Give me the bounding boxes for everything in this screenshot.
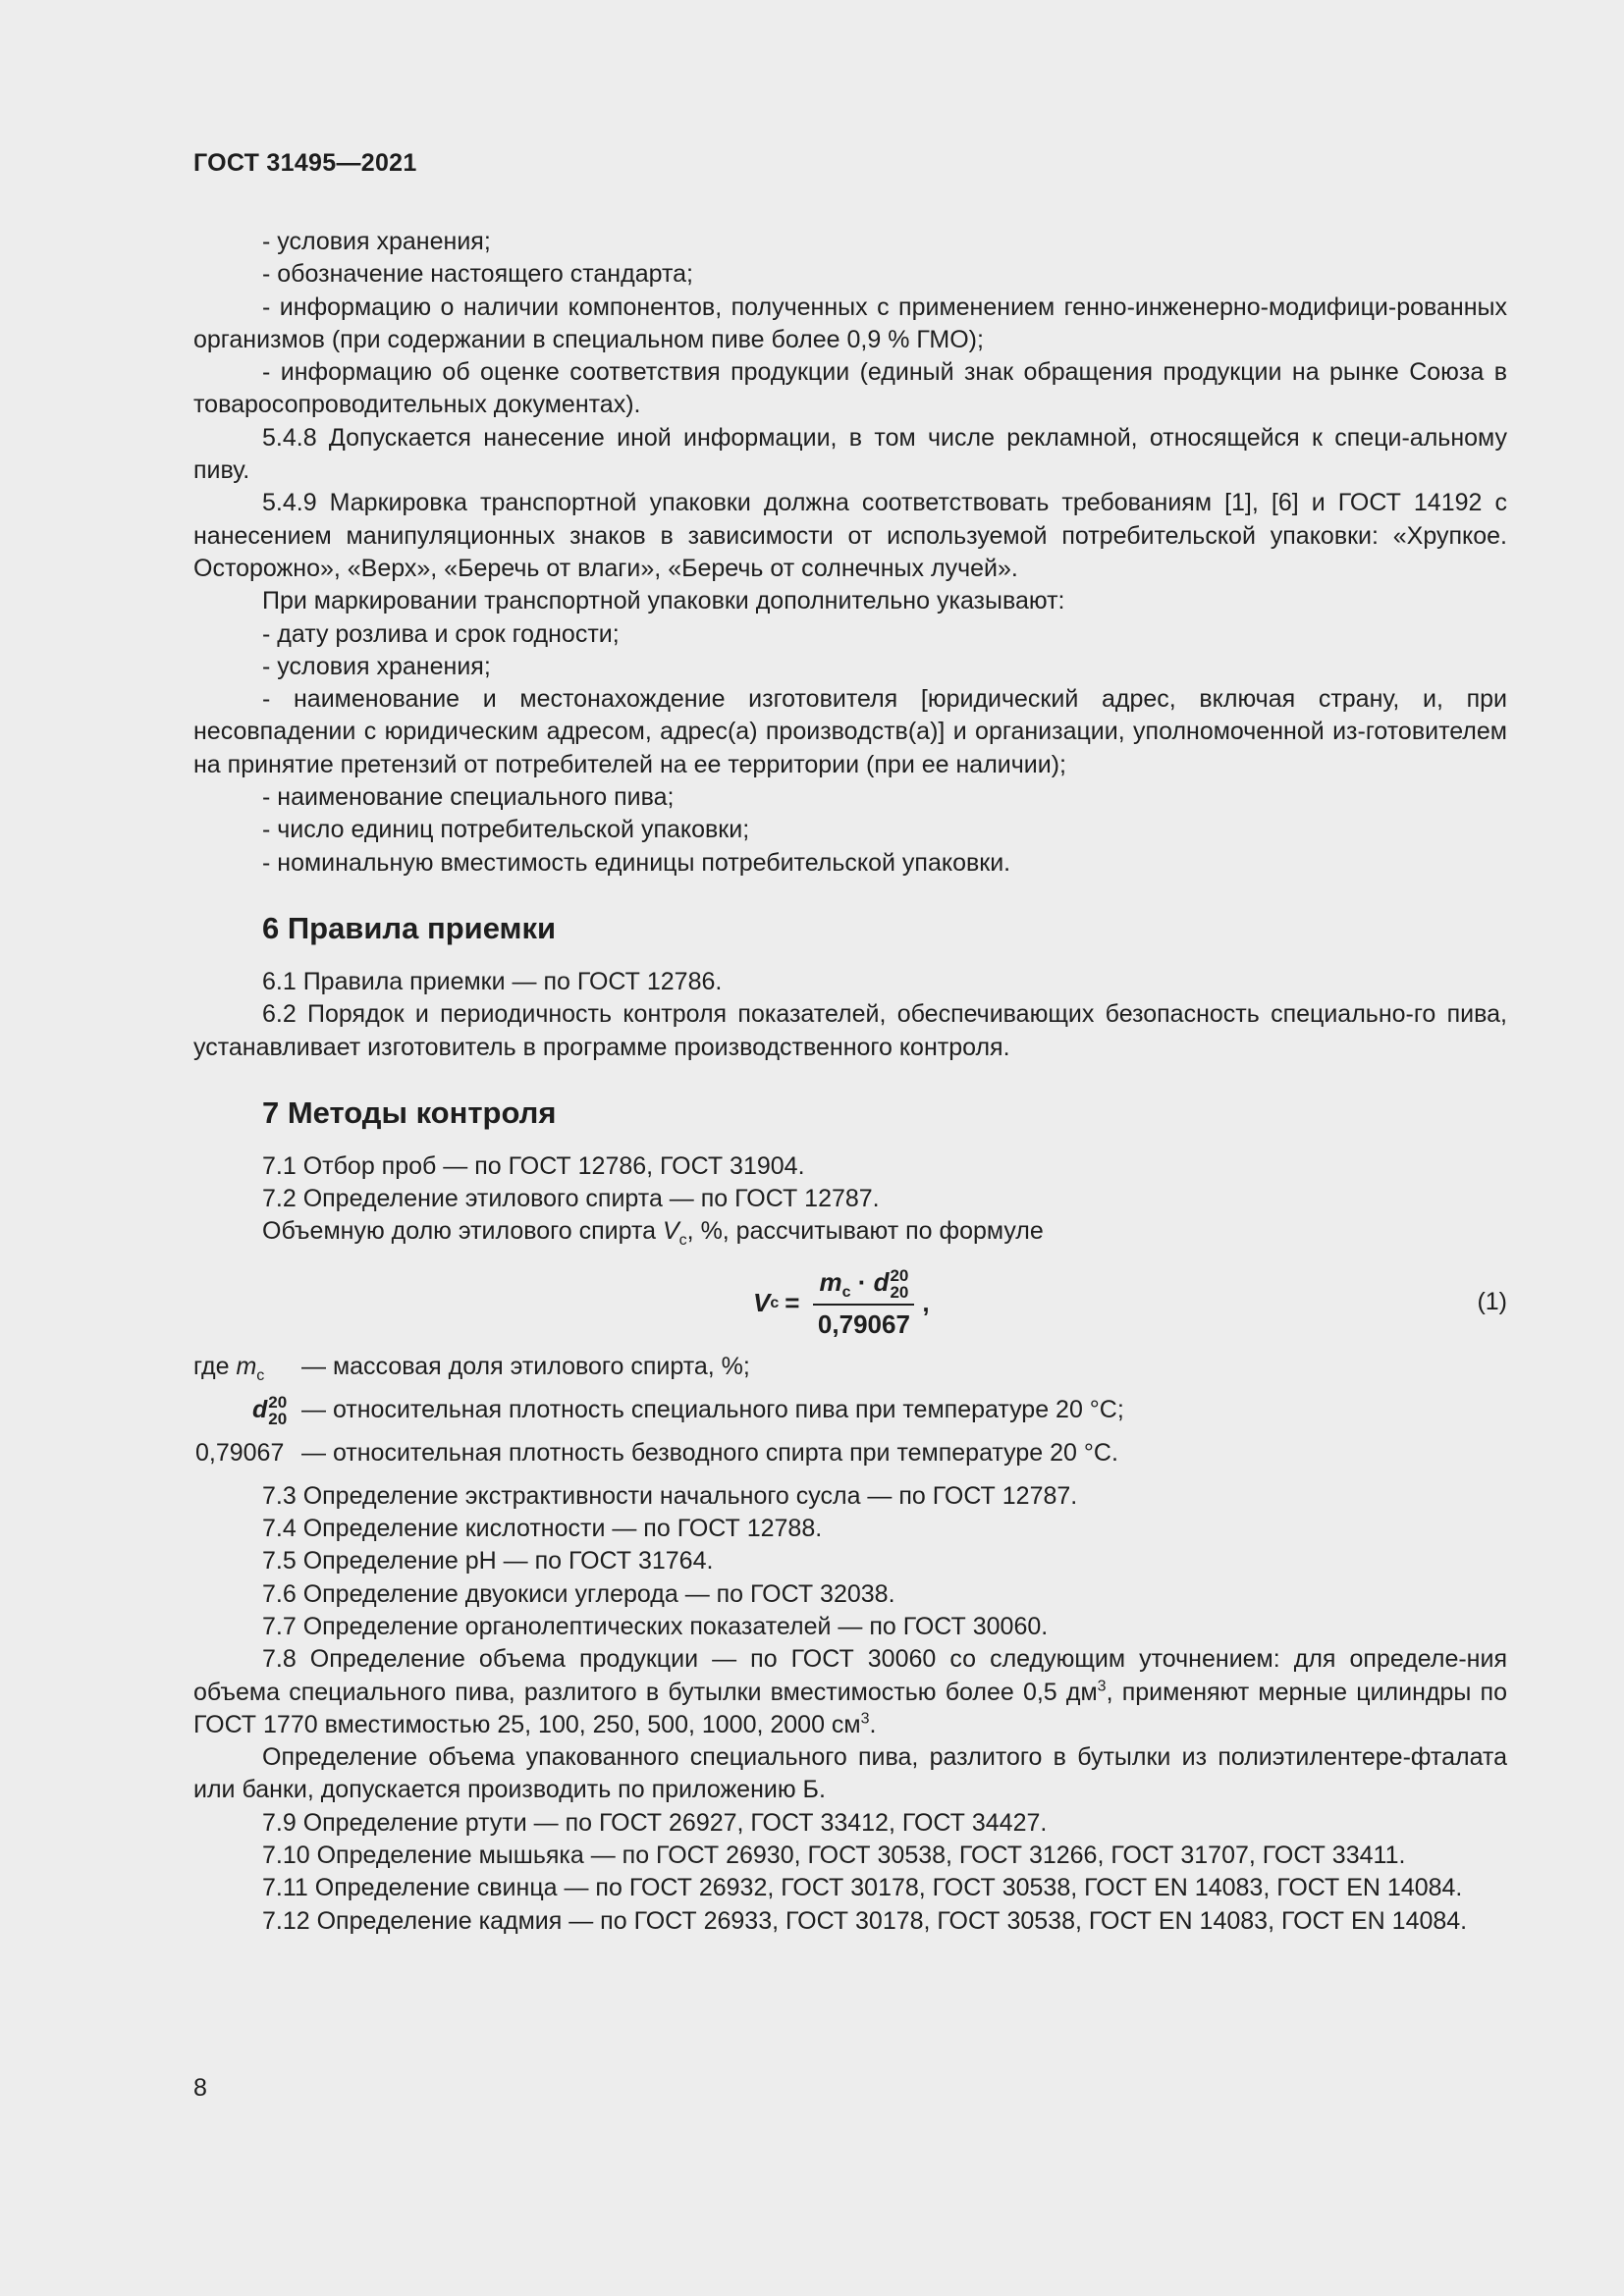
- formula-fraction: [813, 1266, 914, 1341]
- paragraph: - условия хранения;: [262, 228, 491, 255]
- document-body: [193, 226, 1507, 1938]
- paragraph: 7.7 Определение органолептических показателей — по ГОСТ 30060.: [262, 1612, 1049, 1640]
- formula-denominator: 0,79067: [817, 1308, 910, 1339]
- paragraph: 5.4.8 Допускается нанесение иной информации, в том числе рекламной, относящейся к специ-альному пиву.: [193, 423, 1507, 485]
- formula-block: [193, 1260, 1507, 1347]
- p78-text-c: .: [869, 1710, 877, 1738]
- paragraph: - информацию о наличии компонентов, полученных с применением генно-инженерно-модифици-рованных организмов (при содержании в специальном пиве более 0,9 % ГМО);: [193, 293, 1507, 353]
- formula-num-sup2: 20: [890, 1265, 909, 1285]
- where-term: [252, 1394, 287, 1427]
- formula-num-dot: ·: [850, 1266, 874, 1297]
- paragraph: - дату розлива и срок годности;: [262, 619, 620, 648]
- paragraph: 6.1 Правила приемки — по ГОСТ 12786.: [262, 967, 723, 995]
- paragraph: - наименование специального пива;: [262, 783, 675, 812]
- formula-num-var2: d: [873, 1266, 890, 1297]
- paragraph-7-8: [193, 1643, 1507, 1741]
- paragraph: 5.4.9 Маркировка транспортной упаковки должна соответствовать требованиям [1], [6] и ГОСТ 14192 с нанесением манипуляционных знаков в зависимости от используемой потребительской упаковки: «Хрупкое. Осторожно», «Верх», «Беречь от влаги», «Беречь от солнечных лучей».: [193, 489, 1507, 582]
- where-sup: 20: [268, 1393, 288, 1413]
- paragraph: - условия хранения;: [262, 652, 491, 680]
- where-var: d: [252, 1395, 268, 1423]
- paragraph: 7.10 Определение мышьяка — по ГОСТ 26930, ГОСТ 30538, ГОСТ 31266, ГОСТ 31707, ГОСТ 33411.: [262, 1841, 1406, 1869]
- formula-number: (1): [1477, 1287, 1507, 1315]
- paragraph: 7.1 Отбор проб — по ГОСТ 12786, ГОСТ 31904.: [262, 1151, 805, 1180]
- formula-num-sub1: с: [841, 1283, 851, 1301]
- paragraph: 7.5 Определение pH — по ГОСТ 31764.: [262, 1547, 714, 1575]
- formula-intro-var: V: [662, 1217, 679, 1246]
- where-row: [193, 1351, 1507, 1394]
- where-var: m: [236, 1352, 257, 1380]
- where-supsub: [268, 1394, 287, 1427]
- formula-num-supsub: [890, 1267, 908, 1301]
- where-desc: — массовая доля этилового спирта, %;: [301, 1352, 750, 1380]
- formula: V с = $m_с \cdot d$ 20 20 0,79067 ,: [753, 1266, 930, 1341]
- formula-numerator: [813, 1266, 914, 1306]
- paragraph: 6.2 Порядок и периодичность контроля показателей, обеспечивающих безопасность специально-го пива, устанавливает изготовитель в программе производственного контроля.: [193, 1000, 1507, 1061]
- p78-text-a: 7.8 Определение объема продукции — по ГОСТ 30060 со следующим уточнением: для определе-ния объема специального пива, разлитого в бутылки вместимостью более 0,5 дм: [193, 1645, 1507, 1706]
- where-sub: с: [256, 1366, 265, 1384]
- p78-sup1: 3: [1097, 1678, 1107, 1695]
- document-header: ГОСТ 31495—2021: [193, 149, 417, 177]
- paragraph: 7.9 Определение ртути — по ГОСТ 26927, ГОСТ 33412, ГОСТ 34427.: [262, 1808, 1048, 1837]
- paragraph: При маркировании транспортной упаковки дополнительно указывают:: [262, 587, 1065, 615]
- where-term: 0,79067: [195, 1438, 285, 1467]
- section-heading-7: 7 Методы контроля: [262, 1095, 557, 1130]
- paragraph: - обозначение настоящего стандарта;: [262, 260, 693, 289]
- p78-text-b: , применяют мерные цилиндры по ГОСТ 1770 вместимостью 25, 100, 250, 500, 1000, 2000 см: [193, 1678, 1507, 1738]
- paragraph: 7.2 Определение этилового спирта — по ГОСТ 12787.: [262, 1185, 880, 1213]
- formula-intro-text-end: , %, рассчитывают по формуле: [686, 1217, 1044, 1246]
- where-prefix: где: [193, 1352, 237, 1380]
- paragraph: 7.3 Определение экстрактивности начального сусла — по ГОСТ 12787.: [262, 1481, 1078, 1510]
- page-number: 8: [193, 2074, 207, 2102]
- paragraph: 7.4 Определение кислотности — по ГОСТ 12788.: [262, 1515, 823, 1543]
- formula-num-sub2: 20: [890, 1282, 909, 1302]
- paragraph: - информацию об оценке соответствия продукции (единый знак обращения продукции на рынке Союза в товаросопроводительных документах).: [193, 358, 1507, 419]
- paragraph: - число единиц потребительской упаковки;: [262, 816, 750, 844]
- formula-equals: =: [785, 1288, 800, 1318]
- paragraph: Определение объема упакованного специального пива, разлитого в бутылки из полиэтилентере-фталата или банки, допускается производить по приложению Б.: [193, 1743, 1507, 1804]
- formula-lhs-var: V: [753, 1288, 771, 1318]
- formula-intro: [193, 1215, 1507, 1248]
- section-heading-6: 6 Правила приемки: [262, 910, 557, 945]
- where-term: [193, 1351, 264, 1383]
- paragraph: - наименование и местонахождение изготовителя [юридический адрес, включая страну, и, при несовпадении с юридическим адресом, адрес(а) производств(а)] и организации, уполномоченной из-готовителем на принятие претензий от потребителей на ее территории (при ее наличии);: [193, 685, 1507, 778]
- where-desc: — относительная плотность безводного спирта при температуре 20 °С.: [301, 1438, 1118, 1467]
- formula-num-var1: m: [819, 1266, 842, 1297]
- formula-intro-text: Объемную долю этилового спирта: [262, 1217, 663, 1246]
- paragraph: 7.11 Определение свинца — по ГОСТ 26932, ГОСТ 30178, ГОСТ 30538, ГОСТ EN 14083, ГОСТ EN 14084.: [262, 1874, 1463, 1902]
- paragraph: 7.6 Определение двуокиси углерода — по ГОСТ 32038.: [262, 1579, 895, 1608]
- paragraph: 7.12 Определение кадмия — по ГОСТ 26933, ГОСТ 30178, ГОСТ 30538, ГОСТ EN 14083, ГОСТ EN 14084.: [262, 1906, 1468, 1935]
- where-desc: — относительная плотность специального пива при температуре 20 °С;: [301, 1395, 1124, 1423]
- where-sub: 20: [268, 1410, 288, 1429]
- where-row: [193, 1394, 1507, 1437]
- paragraph: - номинальную вместимость единицы потребительской упаковки.: [262, 848, 1011, 877]
- formula-comma: ,: [922, 1288, 930, 1318]
- p78-sup2: 3: [860, 1710, 870, 1728]
- where-row: [193, 1437, 1507, 1480]
- formula-intro-sub: с: [678, 1232, 687, 1250]
